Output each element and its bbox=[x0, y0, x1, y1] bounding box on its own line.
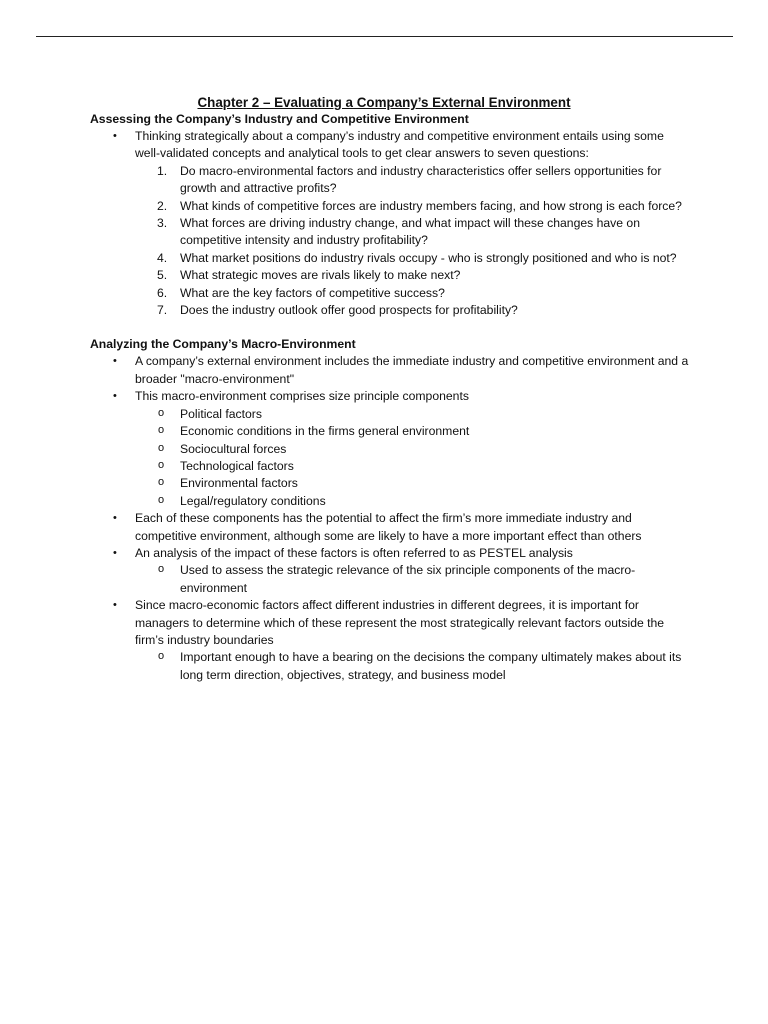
list-item bbox=[90, 510, 690, 545]
sub-bullet-marker: o bbox=[158, 406, 165, 419]
section-industry bbox=[90, 111, 690, 319]
sub-item-text: Technological factors bbox=[180, 458, 294, 473]
list-item bbox=[90, 388, 690, 510]
numbered-item-text: What strategic moves are rivals likely to make next? bbox=[180, 268, 461, 283]
page-title: Chapter 2 – Evaluating a Company’s External Environment bbox=[197, 95, 571, 110]
sub-item-text: Sociocultural forces bbox=[180, 441, 287, 456]
bullet-marker: • bbox=[113, 130, 117, 142]
sub-bullet-marker: o bbox=[158, 458, 165, 471]
list-item-text: A company’s external environment includes the immediate industry and competitive environment and a broader "macro-environment" bbox=[135, 354, 689, 386]
sub-bullet-marker: o bbox=[158, 476, 165, 489]
numbered-item bbox=[135, 215, 690, 250]
bullet-marker: • bbox=[113, 546, 117, 559]
sub-item-text: Political factors bbox=[180, 406, 262, 421]
document-body bbox=[90, 94, 690, 684]
sub-item-text: Used to assess the strategic relevance of the six principle components of the macro-environment bbox=[180, 563, 636, 595]
numbered-item-text: What market positions do industry rivals occupy - who is strongly positioned and who is not? bbox=[180, 250, 677, 265]
list-item bbox=[90, 353, 690, 388]
item-number: 7. bbox=[157, 303, 168, 318]
numbered-list bbox=[135, 163, 690, 320]
numbered-item-text: What are the key factors of competitive success? bbox=[180, 285, 445, 300]
numbered-item bbox=[135, 302, 690, 319]
sub-bullet-marker: o bbox=[158, 563, 165, 576]
sub-list-item bbox=[135, 475, 690, 492]
numbered-item-text: Does the industry outlook offer good prospects for profitability? bbox=[180, 303, 518, 318]
list-item-text: Thinking strategically about a company’s industry and competitive environment entails using some well-validated concepts and analytical tools to get clear answers to seven questions: bbox=[135, 129, 664, 161]
sub-list-item bbox=[135, 458, 690, 475]
sub-list-item bbox=[135, 562, 690, 597]
numbered-item-text: What kinds of competitive forces are industry members facing, and how strong is each force? bbox=[180, 198, 682, 213]
numbered-item-text: What forces are driving industry change, and what impact will these changes have on competitive intensity and industry profitability? bbox=[180, 216, 640, 248]
sub-list bbox=[135, 562, 690, 597]
item-number: 4. bbox=[157, 250, 168, 265]
sub-list-item bbox=[135, 441, 690, 458]
sub-list bbox=[135, 406, 690, 510]
sub-list bbox=[135, 649, 690, 684]
section-heading: Analyzing the Company’s Macro-Environment bbox=[90, 337, 356, 352]
bullet-list bbox=[90, 353, 690, 684]
numbered-item bbox=[135, 198, 690, 215]
sub-list-item bbox=[135, 649, 690, 684]
sub-item-text: Environmental factors bbox=[180, 476, 298, 491]
numbered-item bbox=[135, 250, 690, 267]
section-heading: Assessing the Company’s Industry and Competitive Environment bbox=[90, 112, 469, 126]
numbered-item bbox=[135, 267, 690, 284]
item-number: 2. bbox=[157, 198, 168, 213]
sub-item-text: Important enough to have a bearing on the decisions the company ultimately makes about its long term direction, objectives, strategy, and business model bbox=[180, 650, 682, 682]
bullet-marker: • bbox=[113, 599, 117, 612]
list-item-text: Each of these components has the potential to affect the firm’s more immediate industry and competitive environment, although some are likely to have a more important effect than others bbox=[135, 511, 642, 543]
sub-bullet-marker: o bbox=[158, 424, 165, 437]
bullet-marker: • bbox=[113, 355, 117, 368]
numbered-item bbox=[135, 285, 690, 302]
item-number: 1. bbox=[157, 163, 168, 178]
section-spacer bbox=[90, 319, 690, 336]
list-item bbox=[90, 545, 690, 597]
bullet-marker: • bbox=[113, 390, 117, 403]
sub-item-text: Economic conditions in the firms general environment bbox=[180, 424, 470, 439]
sub-bullet-marker: o bbox=[158, 441, 165, 454]
item-number: 3. bbox=[157, 216, 168, 231]
section-macro-environment bbox=[90, 336, 690, 684]
numbered-item bbox=[135, 163, 690, 198]
list-item bbox=[90, 128, 690, 319]
item-number: 5. bbox=[157, 268, 168, 283]
numbered-item-text: Do macro-environmental factors and industry characteristics offer sellers opportunities for growth and attractive profits? bbox=[180, 163, 662, 196]
item-number: 6. bbox=[157, 285, 168, 300]
list-item bbox=[90, 597, 690, 684]
list-item-text: This macro-environment comprises size principle components bbox=[135, 389, 469, 404]
sub-bullet-marker: o bbox=[158, 493, 165, 506]
sub-bullet-marker: o bbox=[158, 650, 165, 663]
sub-list-item bbox=[135, 423, 690, 440]
sub-list-item bbox=[135, 493, 690, 510]
sub-item-text: Legal/regulatory conditions bbox=[180, 493, 326, 508]
bullet-marker: • bbox=[113, 512, 117, 525]
sub-list-item bbox=[135, 406, 690, 423]
list-item-text: Since macro-economic factors affect different industries in different degrees, it is important for managers to determine which of these represent the most strategically relevant factors outside the firm’s industry boundaries bbox=[135, 598, 665, 647]
header-rule bbox=[36, 36, 733, 37]
bullet-list bbox=[90, 128, 690, 319]
list-item-text: An analysis of the impact of these factors is often referred to as PESTEL analysis bbox=[135, 545, 573, 560]
